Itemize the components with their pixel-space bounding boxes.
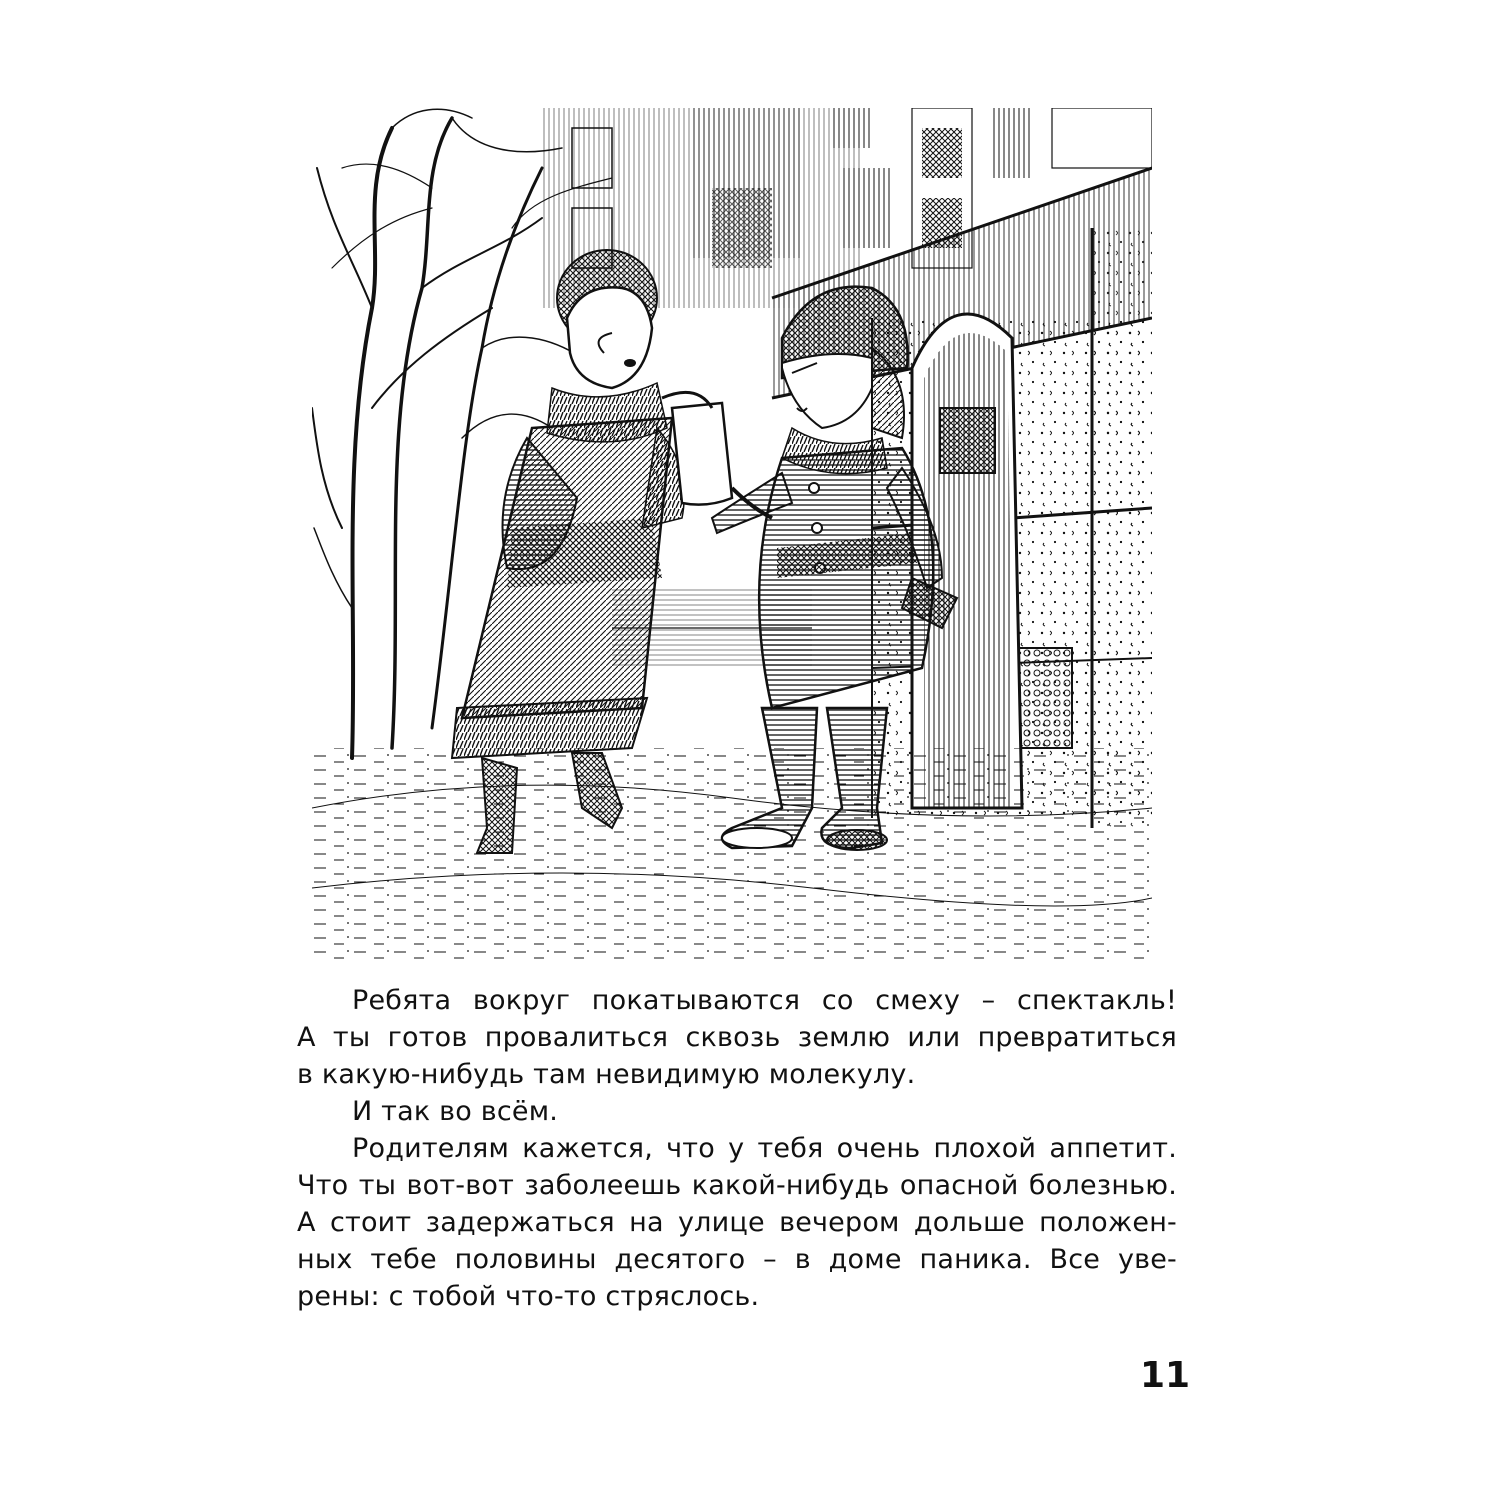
text-line: Ребята вокруг покатываются со смеху – спектакль! xyxy=(352,985,1177,1016)
text-line: рены: с тобой что-то стряслось. xyxy=(297,1281,760,1312)
text-line: И так во всём. xyxy=(352,1096,559,1127)
ink-illustration-winter-street xyxy=(312,108,1152,960)
body-text xyxy=(297,982,1177,1315)
text-line: А ты готов провалиться сквозь землю или превратиться xyxy=(297,1022,1177,1053)
paragraph-1 xyxy=(297,982,1177,1093)
page-number: 11 xyxy=(1140,1355,1191,1396)
text-line: ных тебе половины десятого – в доме паника. Все уве- xyxy=(297,1244,1177,1275)
paragraph-3 xyxy=(297,1130,1177,1315)
illustration-svg xyxy=(312,108,1152,960)
snowy-ground xyxy=(312,748,1152,960)
text-line: Что ты вот-вот заболеешь какой-нибудь опасной болезнью. xyxy=(297,1170,1177,1201)
text-line: в какую-нибудь там невидимую молекулу. xyxy=(297,1059,916,1090)
text-line: А стоит задержаться на улице вечером дольше положен- xyxy=(297,1207,1177,1238)
text-line: Родителям кажется, что у тебя очень плохой аппетит. xyxy=(352,1133,1177,1164)
paragraph-2 xyxy=(297,1093,1177,1130)
